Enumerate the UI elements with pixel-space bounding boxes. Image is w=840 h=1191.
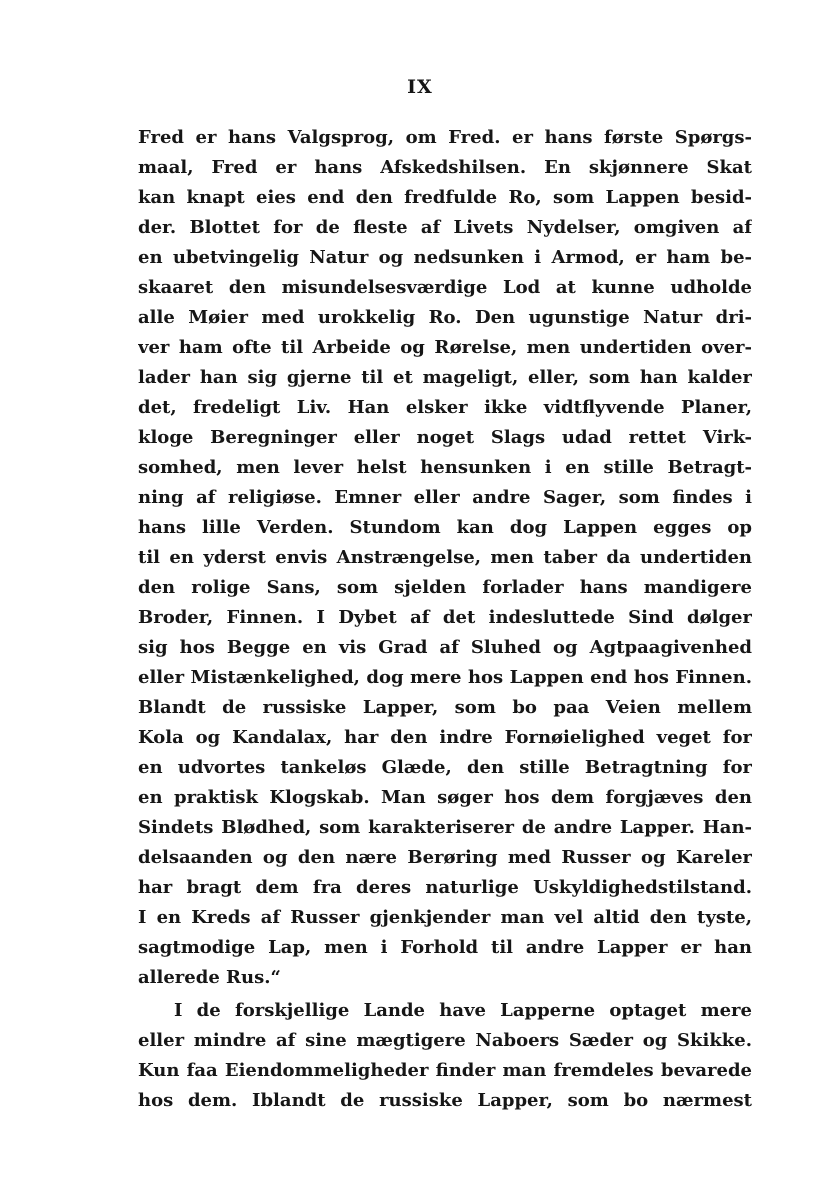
text-line: ning af religiøse. Emner eller andre Sager, som findes i [138,487,752,508]
text-line: Fred er hans Valgsprog, om Fred. er hans første Spørgs- [138,127,752,148]
text-line: den rolige Sans, som sjelden forlader hans mandigere [138,577,752,598]
text-line: hans lille Verden. Stundom kan dog Lappen egges op [138,517,752,538]
paragraph-1 [138,123,752,993]
text-line: Blandt de russiske Lapper, som bo paa Veien mellem [138,697,752,718]
text-line: ver ham ofte til Arbeide og Rørelse, men undertiden over- [138,337,752,358]
text-line: kan knapt eies end den fredfulde Ro, som Lappen besid- [138,187,752,208]
paragraph-2 [138,996,752,1116]
text-line: sagtmodige Lap, men i Forhold til andre Lapper er han [138,937,752,958]
text-line: lader han sig gjerne til et mageligt, eller, som han kalder [138,367,752,388]
text-line: skaaret den misundelsesværdige Lod at kunne udholde [138,277,752,298]
body-text [138,123,752,1116]
text-line: Sindets Blødhed, som karakteriserer de andre Lapper. Han- [138,817,752,838]
text-line: til en yderst envis Anstrængelse, men taber da undertiden [138,547,752,568]
text-line: en ubetvingelig Natur og nedsunken i Armod, er ham be- [138,247,752,268]
text-line: en udvortes tankeløs Glæde, den stille Betragtning for [138,757,752,778]
text-line: hos dem. Iblandt de russiske Lapper, som bo nærmest [138,1090,752,1111]
text-line: eller mindre af sine mægtigere Naboers Sæder og Skikke. [138,1030,752,1051]
text-line: har bragt dem fra deres naturlige Uskyldighedstilstand. [138,877,752,898]
text-line: I de forskjellige Lande have Lapperne optaget mere [174,1000,752,1021]
text-line: det, fredeligt Liv. Han elsker ikke vidtflyvende Planer, [138,397,752,418]
text-line: en praktisk Klogskab. Man søger hos dem forgjæves den [138,787,752,808]
text-line: Kola og Kandalax, har den indre Fornøielighed veget for [138,727,752,748]
text-line: Broder, Finnen. I Dybet af det indesluttede Sind dølger [138,607,752,628]
text-line: kloge Beregninger eller noget Slags udad rettet Virk- [138,427,752,448]
text-line: Kun faa Eiendommeligheder finder man fremdeles bevarede [138,1060,752,1081]
text-line: maal, Fred er hans Afskedshilsen. En skjønnere Skat [138,157,752,178]
text-line: somhed, men lever helst hensunken i en stille Betragt- [138,457,752,478]
text-line: sig hos Begge en vis Grad af Sluhed og Agtpaagivenhed [138,637,752,658]
text-line: der. Blottet for de fleste af Livets Nydelser, omgiven af [138,217,752,238]
text-line: alle Møier med urokkelig Ro. Den ugunstige Natur dri- [138,307,752,328]
text-line: I en Kreds af Russer gjenkjender man vel altid den tyste, [138,907,752,928]
text-line: delsaanden og den nære Berøring med Russer og Kareler [138,847,752,868]
text-line: eller Mistænkelighed, dog mere hos Lappen end hos Finnen. [138,667,752,688]
text-line: allerede Rus.“ [138,967,281,988]
page-number: IX [407,76,433,98]
